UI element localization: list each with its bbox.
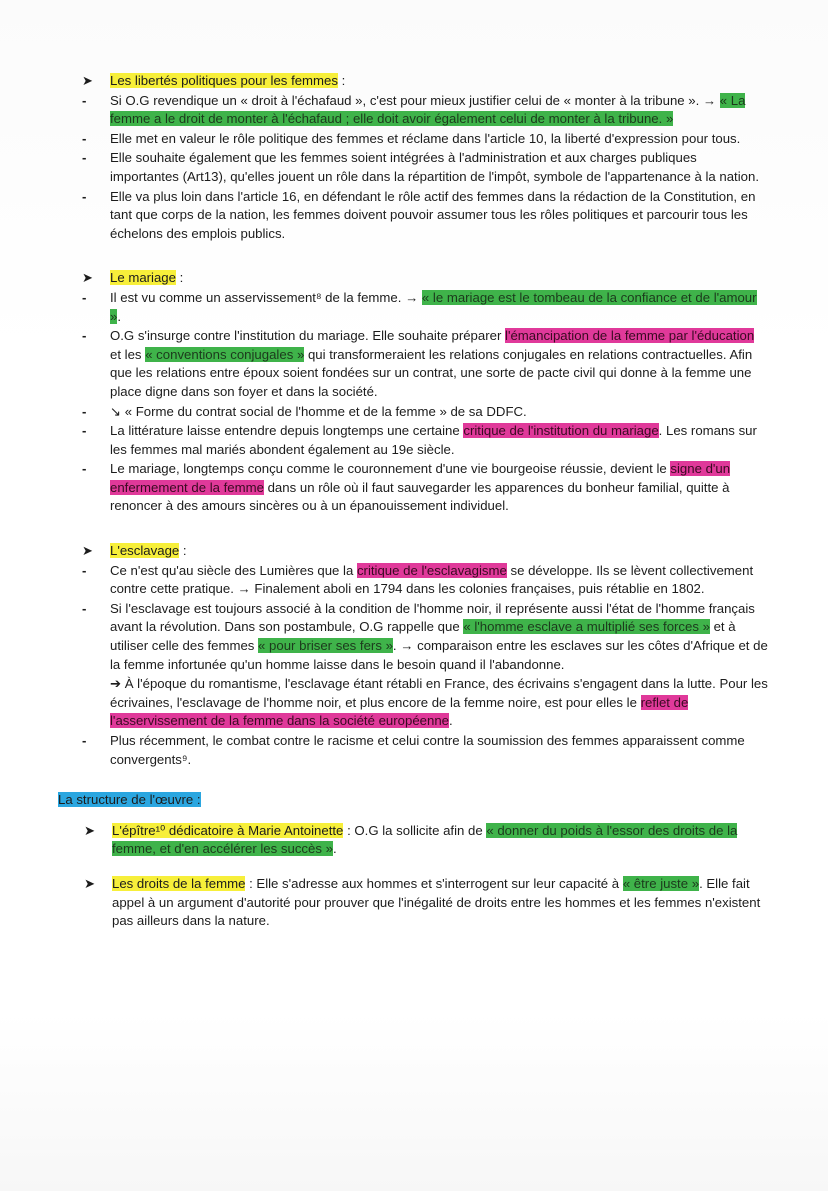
list-item: - ↘ « Forme du contrat social de l'homme et de la femme » de sa DDFC. — [82, 403, 768, 422]
key-highlight: l'émancipation de la femme par l'éducation — [505, 328, 755, 344]
quote-highlight: « La femme a le droit de monter à l'échafaud ; elle doit avoir également celui de monter à la tribune. » — [110, 92, 746, 127]
arrow-bullet-icon: ➤ — [82, 73, 93, 88]
bullet-list — [82, 562, 768, 675]
dash-icon: - — [82, 461, 87, 477]
bullet-list — [82, 732, 768, 769]
bullet-list — [82, 289, 768, 516]
section-heading: ➤ L'esclavage : — [82, 542, 768, 561]
list-item: - Elle souhaite également que les femmes soient intégrées à l'administration et aux charges publiques importantes (Art13), qu'elles jouent un rôle dans la répartition de l'impôt, symbole de l'appartenance à la nation. — [82, 150, 759, 184]
quote-highlight: « conventions conjugales » — [145, 346, 305, 362]
dash-icon: - — [82, 328, 87, 344]
dash-icon: - — [82, 188, 87, 204]
dash-icon: - — [82, 733, 87, 748]
dash-icon: - — [82, 423, 87, 439]
arrow-bullet-icon: ➤ — [82, 270, 93, 286]
structure-heading — [58, 791, 768, 810]
list-item: - Il est vu comme un asservissement⁸ de la femme. → « le mariage est le tombeau de la confiance et de l'amour ». — [82, 289, 757, 324]
arrow-bullet-icon: ➤ — [84, 875, 96, 891]
section-marriage — [82, 269, 768, 516]
section-political-freedoms — [82, 72, 768, 243]
quote-highlight: « être juste » — [622, 875, 700, 891]
heading-highlight: L'esclavage — [110, 543, 180, 559]
section-heading: ➤ Les libertés politiques pour les femmes : — [82, 72, 768, 91]
list-item: - La littérature laisse entendre depuis longtemps une certaine critique de l'institution du mariage. Les romans sur les femmes mal mariés abondent également au 19e siècle. — [82, 423, 757, 457]
quote-highlight: « pour briser ses fers » — [258, 638, 393, 654]
key-highlight: critique de l'esclavagisme — [356, 562, 507, 578]
key-highlight: critique de l'institution du mariage — [463, 423, 659, 439]
list-item: - Si O.G revendique un « droit à l'échafaud », c'est pour mieux justifier celui de « monter à la tribune ». → « La femme a le droit de monter à l'échafaud ; elle doit avoir également celui de monter à la tribune. » — [82, 92, 746, 127]
list-item: - Elle va plus loin dans l'article 16, en défendant le rôle actif des femmes dans la rédaction de la Constitution, en tant que corps de la nation, les femmes doivent pouvoir assumer tous les rôles politiques et parcourir tous les échelons des emplois publics. — [82, 188, 756, 241]
key-highlight: signe d'un enfermement de la femme — [110, 461, 731, 495]
dash-icon: - — [82, 600, 87, 616]
structure-item-rights: ➤ Les droits de la femme : Elle s'adresse aux hommes et s'interrogent sur leur capacité à « être juste ». Elle fait appel à un argument d'autorité pour prouver que l'inégalité de droits entre les hommes et les femmes n'existent pas ailleurs dans la nature. — [84, 875, 761, 929]
structure-title-highlight: La structure de l'œuvre : — [58, 792, 201, 808]
item-title-highlight: L'épître¹⁰ dédicatoire à Marie Antoinette — [112, 822, 344, 838]
dash-icon: - — [82, 289, 87, 305]
quote-highlight: « l'homme esclave a multiplié ses forces » — [463, 619, 710, 635]
arrow-bullet-icon: ➤ — [84, 822, 96, 838]
quote-highlight: « le mariage est le tombeau de la confiance et de l'amour » — [110, 289, 757, 324]
section-slavery — [82, 542, 768, 769]
list-item: - Si l'esclavage est toujours associé à la condition de l'homme noir, il représente aussi l'état de l'homme français avant la révolution. Dans son postambule, O.G rappelle que « l'homme esclave a multiplié ses forces » et à utiliser celle des femmes « pour briser ses fers ». → comparaison entre les esclaves sur les côtes d'Afrique et de la femme infortunée qu'un homme laisse dans le besoin quand il l'abandonne. — [82, 600, 768, 672]
section-heading: ➤ Le mariage : — [82, 269, 768, 288]
arrow-note: ➔ À l'époque du romantisme, l'esclavage étant rétabli en France, des écrivains s'engagent dans la lutte. Pour les écrivaines, l'esclavage de l'homme noir, et plus encore de la femme noire, est pour elles le reflet de l'asservissement de la femme dans la société européenne. — [110, 676, 768, 729]
bullet-list — [82, 92, 768, 244]
list-item: - O.G s'insurge contre l'institution du mariage. Elle souhaite préparer l'émancipation de la femme par l'éducation et les « conventions conjugales » qui transformeraient les relations conjugales en relations contractuelles. Afin que les relations entre époux soient fondées sur un contrat, une sorte de pacte civil qui donne à la femme une place digne dans son foyer et dans la société. — [82, 328, 755, 399]
dash-icon: - — [82, 150, 87, 166]
heading-highlight: Le mariage — [110, 270, 176, 286]
dash-icon: - — [82, 403, 87, 419]
list-item: - Ce n'est qu'au siècle des Lumières que la critique de l'esclavagisme se développe. Ils se lèvent collectivement contre cette pratique. → Finalement aboli en 1794 dans les colonies françaises, puis rétablie en 1802. — [82, 562, 754, 597]
list-item: - Elle met en valeur le rôle politique des femmes et réclame dans l'article 10, la liberté d'expression pour tous. — [82, 130, 768, 149]
key-highlight: reflet de l'asservissement de la femme dans la société européenne — [110, 694, 689, 729]
heading-highlight: Les libertés politiques pour les femmes — [110, 73, 338, 88]
item-title-highlight: Les droits de la femme — [112, 875, 246, 891]
list-item: - Plus récemment, le combat contre le racisme et celui contre la soumission des femmes apparaissent comme convergents⁹. — [82, 733, 745, 767]
arrow-bullet-icon: ➤ — [82, 543, 93, 559]
quote-highlight: « donner du poids à l'essor des droits de la femme, et d'en accélérer les succès » — [112, 822, 738, 857]
dash-icon: - — [82, 130, 87, 146]
dash-icon: - — [82, 92, 87, 108]
list-item: - Le mariage, longtemps conçu comme le couronnement d'une vie bourgeoise réussie, devient le signe d'un enfermement de la femme dans un rôle où il faut sauvegarder les apparences du bonheur familial, quitte à renoncer à des amours sincères ou à un épanouissement individuel. — [82, 461, 731, 514]
dash-icon: - — [82, 562, 87, 578]
structure-item-epistle: ➤ L'épître¹⁰ dédicatoire à Marie Antoinette : O.G la sollicite afin de « donner du poids à l'essor des droits de la femme, et d'en accélérer les succès ». — [84, 822, 738, 857]
